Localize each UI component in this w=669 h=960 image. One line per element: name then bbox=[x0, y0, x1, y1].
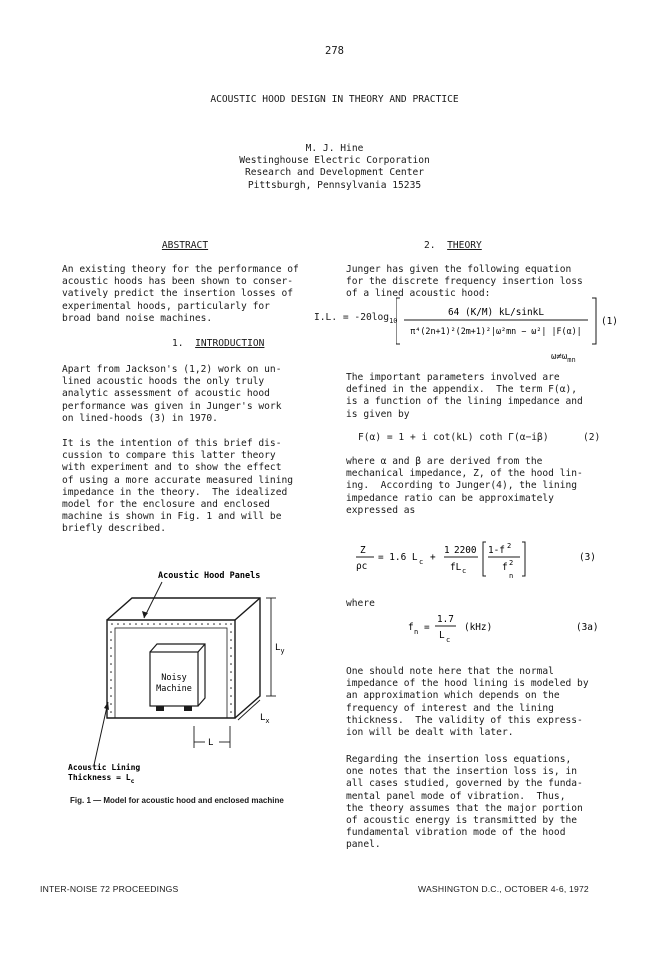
paper-title: ACOUSTIC HOOD DESIGN IN THEORY AND PRACTICE bbox=[210, 94, 459, 105]
equation-2: F(α) = 1 + i cot(kL) coth Γ(α−iβ) bbox=[358, 432, 549, 443]
svg-text:1-f: 1-f bbox=[488, 545, 505, 556]
where-text: where bbox=[346, 598, 375, 609]
intro-paragraph-1: Apart from Jackson's (1,2) work on un- lined acoustic hoods the only truly analytic assessment of acoustic hood performance was given in Junger's work on lined-hoods (3) in 1970. bbox=[62, 364, 282, 424]
svg-text:c: c bbox=[446, 636, 451, 644]
svg-text:=: = bbox=[424, 622, 430, 633]
theory-paragraph-2: The important parameters involved are defined in the appendix. The term F(α), is a function of the lining impedance and is given by bbox=[346, 372, 583, 420]
eq1-condition: $\omega\ne\omega_{mn}$ bbox=[551, 352, 576, 364]
eq3a-tag: (3a) bbox=[576, 622, 599, 633]
svg-text:2200: 2200 bbox=[454, 545, 477, 556]
theory-heading-text: THEORY bbox=[447, 240, 482, 251]
eq1-tag: (1) bbox=[601, 316, 618, 327]
theory-paragraph-4: One should note here that the normal impedance of the hood lining is modeled by an approximation which depends on the frequency of interest and the lining thickness. The validity of this express- ion will be dealt with later. bbox=[346, 666, 589, 739]
figure-1-hood-diagram bbox=[60, 560, 310, 810]
intro-heading bbox=[172, 338, 264, 350]
svg-text:ρc: ρc bbox=[356, 561, 368, 572]
lx-label: $L_x$ bbox=[260, 713, 270, 725]
eq1-fraction bbox=[396, 296, 626, 348]
eq3-tag: (3) bbox=[579, 552, 596, 563]
equation-3a bbox=[400, 612, 610, 646]
author-block bbox=[0, 143, 669, 192]
lining-label-2: Thickness = $L_c$ bbox=[68, 773, 135, 785]
figure-caption: Fig. 1 — Model for acoustic hood and enclosed machine bbox=[70, 796, 284, 805]
svg-text:2: 2 bbox=[509, 559, 514, 567]
svg-text:+: + bbox=[430, 552, 436, 563]
eq1-log-base: 10 bbox=[389, 317, 398, 325]
svg-text:Z: Z bbox=[360, 545, 366, 556]
intro-heading-number: 1. bbox=[172, 338, 184, 349]
svg-text:f: f bbox=[502, 562, 508, 573]
eq1-numerator: 64 (K/M) kL/sinkL bbox=[448, 307, 544, 318]
eq2-tag: (2) bbox=[583, 432, 601, 443]
intro-heading-text: INTRODUCTION bbox=[195, 338, 265, 349]
lining-arrow bbox=[94, 702, 108, 765]
eq1-lhs: I.L. = -20log bbox=[314, 312, 390, 323]
ly-label: $L_y$ bbox=[275, 643, 285, 655]
abstract-heading: ABSTRACT bbox=[161, 240, 209, 251]
svg-text:n: n bbox=[414, 628, 419, 636]
l-label: L bbox=[208, 738, 214, 748]
theory-paragraph-3: where α and β are derived from the mechanical impedance, Z, of the hood lin- ing. According to Junger(4), the lining impedance ratio can be approximately expressed as bbox=[346, 456, 583, 516]
equation-3 bbox=[350, 538, 610, 586]
svg-text:c: c bbox=[419, 558, 424, 566]
machine-label-2: Machine bbox=[156, 684, 192, 694]
footer-right: WASHINGTON D.C., OCTOBER 4-6, 1972 bbox=[418, 884, 589, 894]
svg-text:1.7: 1.7 bbox=[437, 614, 454, 625]
svg-text:f: f bbox=[408, 622, 414, 633]
author-location: Pittsburgh, Pennsylvania 15235 bbox=[247, 179, 422, 191]
panels-label: Acoustic Hood Panels bbox=[158, 571, 261, 581]
svg-text:2: 2 bbox=[507, 542, 512, 550]
svg-text:= 1.6 L: = 1.6 L bbox=[378, 552, 418, 563]
equation-1 bbox=[314, 312, 398, 325]
svg-text:L: L bbox=[439, 630, 445, 641]
page-number: 278 bbox=[325, 45, 344, 57]
svg-text:fL: fL bbox=[450, 562, 462, 573]
hood-front-face bbox=[107, 620, 235, 718]
machine-foot-right bbox=[184, 706, 192, 711]
machine-label-1: Noisy bbox=[161, 673, 187, 683]
theory-paragraph-1: Junger has given the following equation for the discrete frequency insertion loss of a lined acoustic hood: bbox=[346, 264, 583, 300]
machine-foot-left bbox=[156, 706, 164, 711]
svg-text:c: c bbox=[462, 567, 467, 575]
abstract-text: An existing theory for the performance of acoustic hoods has been shown to conser- vatively predict the insertion losses of experimental hoods, particularly for broad band noise machines. bbox=[62, 264, 299, 324]
eq1-denominator: π⁴(2n+1)²(2m+1)²|ω²mn − ω²| |F(α)| bbox=[410, 326, 582, 336]
intro-paragraph-2: It is the intention of this brief dis- cussion to compare this latter theory with experiment and to show the effect of using a more accurate measured lining impedance in the theory. The idealized model for the enclosure and enclosed machine is shown in Fig. 1 and will be briefly described. bbox=[62, 438, 294, 535]
theory-heading-number: 2. bbox=[424, 240, 436, 251]
svg-text:1: 1 bbox=[444, 545, 450, 556]
svg-text:n: n bbox=[509, 572, 514, 580]
footer-left: INTER-NOISE 72 PROCEEDINGS bbox=[40, 884, 179, 894]
theory-heading bbox=[424, 240, 482, 252]
author-org: Westinghouse Electric Corporation bbox=[239, 155, 430, 167]
author-dept: Research and Development Center bbox=[244, 167, 425, 179]
lining-label-1: Acoustic Lining bbox=[68, 763, 141, 772]
author-name: M. J. Hine bbox=[305, 143, 364, 154]
theory-paragraph-5: Regarding the insertion loss equations, one notes that the insertion loss is, in all cases studied, governed by the funda- mental panel mode of vibration. Thus, the theory assumes that the major portion of acoustic energy is transmitted by the fundamental vibration mode of the hood panel. bbox=[346, 754, 583, 851]
lx-dimension-line bbox=[238, 700, 260, 720]
hood-depth-edges bbox=[107, 598, 260, 718]
acoustic-lining bbox=[107, 620, 235, 718]
svg-text:(kHz): (kHz) bbox=[464, 622, 493, 633]
